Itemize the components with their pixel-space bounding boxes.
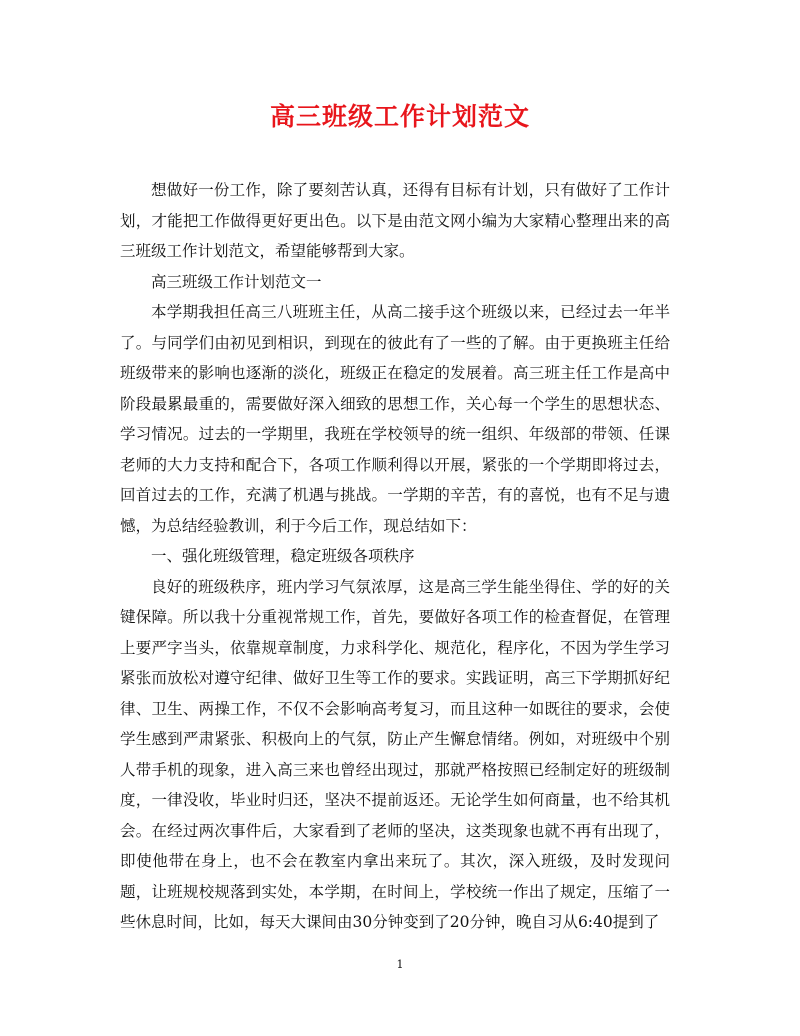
page-number: 1 — [396, 958, 404, 971]
intro-paragraph: 想做好一份工作，除了要刻苦认真，还得有目标有计划，只有做好了工作计划，才能把工作做得更好更出色。以下是由范文网小编为大家精心整理出来的高三班级工作计划范文，希望能够帮到大家。 — [120, 181, 670, 260]
document-title: 高三班级工作计划范文 — [269, 102, 530, 131]
body-paragraph: 本学期我担任高三八班班主任，从高二接手这个班级以来，已经过去一年半了。与同学们由初见到相识，到现在的彼此有了一些的了解。由于更换班主任给班级带来的影响也逐渐的淡化，班级正在稳定的发展着。高三班主任工作是高中阶段最累最重的，需要做好深入细致的思想工作，关心每一个学生的思想状态、学习情况。过去的一学期里，我班在学校领导的统一组织、年级部的带领、任课老师的大力支持和配合下，各项工作顺利得以开展，紧张的一个学期即将过去，回首过去的工作，充满了机遇与挑战。一学期的辛苦，有的喜悦，也有不足与遗憾，为总结经验教训，利于今后工作，现总结如下： — [120, 303, 670, 535]
subsection-heading: 一、强化班级管理，稳定班级各项秩序 — [151, 547, 415, 565]
section-heading-one: 高三班级工作计划范文一 — [151, 272, 322, 291]
body-paragraph: 良好的班级秩序，班内学习气氛浓厚，这是高三学生能坐得住、学的好的关键保障。所以我十分重视常规工作，首先，要做好各项工作的检查督促，在管理上要严字当头，依靠规章制度，力求科学化、规范化，程序化，不因为学生学习紧张而放松对遵守纪律、做好卫生等工作的要求。实践证明，高三下学期抓好纪律、卫生、两操工作，不仅不会影响高考复习，而且这种一如既往的要求，会使学生感到严肃紧张、积极向上的气氛，防止产生懈怠情绪。例如，对班级中个别人带手机的现象，进入高三来也曾经出现过，那就严格按照已经制定好的班级制度，一律没收，毕业时归还，坚决不提前返还。无论学生如何商量，也不给其机会。在经过两次事件后，大家看到了老师的坚决，这类现象也就不再有出现了，即使他带在身上，也不会在教室内拿出来玩了。其次，深入班级，及时发现问题，让班规校规落到实处，本学期，在时间上，学校统一作出了规定，压缩了一些休息时间，比如，每天大课间由30分钟变到了20分钟，晚自习从6:40提到了 — [120, 577, 670, 931]
document-body — [120, 175, 670, 938]
